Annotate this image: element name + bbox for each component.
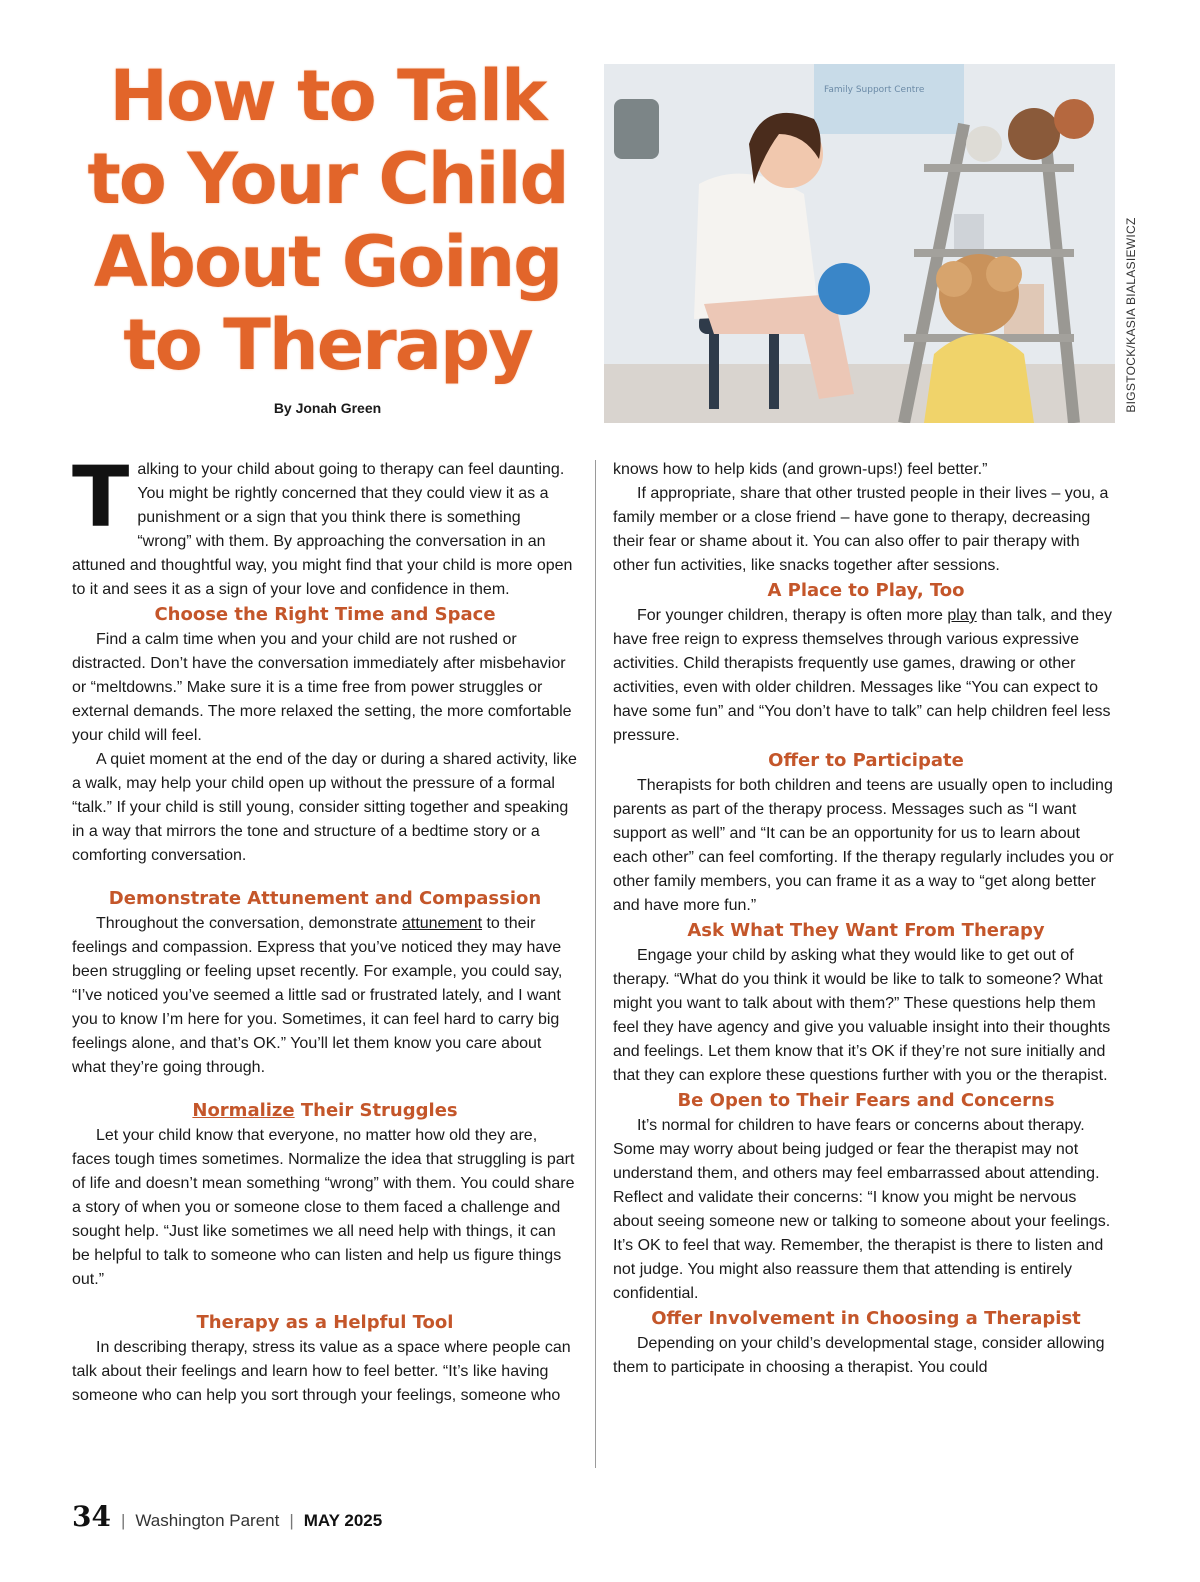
- publication-name: Washington Parent: [135, 1511, 280, 1530]
- window-shape: [814, 64, 964, 134]
- article-title: [60, 55, 595, 387]
- body-paragraph: Find a calm time when you and your child are not rushed or distracted. Don’t have the conversation immediately after misbehavior or “meltdowns.” Make sure it is a time free from power struggles or external demands. The more relaxed the setting, the more comfortable your child will feel.: [72, 631, 572, 744]
- section-heading: [72, 1098, 578, 1124]
- left-column: [72, 448, 578, 1408]
- body-paragraph: Depending on your child’s developmental stage, consider allowing them to participate in choosing a therapist. You could: [613, 1335, 1105, 1376]
- body-paragraph: In describing therapy, stress its value as a space where people can talk about their feelings and learn how to feel better. “It’s like having someone who can help you sort through your feelings, someone who: [72, 1339, 571, 1404]
- body-paragraph: Engage your child by asking what they would like to get out of therapy. “What do you think it would be like to talk to someone? What might you want to talk about with them?” These questions help them feel they have agency and give you valuable insight into their thoughts and feelings. Let them know that it’s OK if they’re not sure initially and that they can explore these questions further with you or the therapist.: [613, 947, 1111, 1084]
- title-line: About Going: [93, 221, 562, 303]
- attunement-link[interactable]: attunement: [401, 915, 483, 932]
- heading-text: Their Struggles: [294, 1100, 458, 1121]
- page-footer: [72, 1500, 383, 1533]
- section-heading: Be Open to Their Fears and Concerns: [677, 1090, 1055, 1111]
- text-run: to their feelings and compassion. Express that you’ve noticed they may have been struggling or feeling upset recently. For example, you could say, “I’ve noticed you’ve seemed a little sad or frustrated lately, and I want you to know I’m here for you. Sometimes, it can feel hard to carry big feelings alone, and that’s OK.” You’ll let them know you care about what they’re going through.: [72, 915, 563, 1076]
- text-run: than talk, and they have free reign to express themselves through various expressive activities. Child therapists frequently use games, drawing or other activities, even with older children. Messages like “You can expect to have some fun” and “You don’t have to talk” can help children feel less pressure.: [613, 607, 1112, 744]
- therapy-session-illustration: [604, 64, 1115, 423]
- right-column: [613, 458, 1119, 1380]
- title-line: to Your Child: [87, 138, 568, 220]
- body-paragraph: Therapists for both children and teens are usually open to including parents as part of the therapy process. Messages such as “I want support as well” and “It can be an opportunity for us to learn about each other” can feel comforting. If the therapy regularly includes you or other family members, you can frame it as a way to “get along better and have more fun.”: [613, 777, 1114, 914]
- normalize-link[interactable]: Normalize: [192, 1100, 295, 1121]
- section-heading: Ask What They Want From Therapy: [687, 920, 1045, 941]
- footer-separator: |: [289, 1511, 294, 1530]
- page-number: 34: [72, 1500, 111, 1533]
- section-heading: Offer Involvement in Choosing a Therapist: [651, 1308, 1081, 1329]
- section-heading: Demonstrate Attunement and Compassion: [108, 888, 542, 909]
- text-run: Throughout the conversation, demonstrate: [96, 915, 402, 932]
- drop-cap: T: [72, 448, 130, 546]
- section-heading: Offer to Participate: [768, 750, 964, 771]
- issue-date: MAY 2025: [303, 1511, 383, 1530]
- wall-sign-text: Family Support Centre: [824, 85, 925, 95]
- intro-text: alking to your child about going to therapy can feel daunting. You might be rightly concerned that they could view it as a punishment or a sign that you think there is something “wrong” with them. By approaching the conversation in an attuned and thoughtful way, you might find that your child is more open to it and sees it as a sign of your love and confidence in them.: [72, 461, 573, 598]
- body-paragraph: Let your child know that everyone, no matter how old they are, faces tough times sometimes. Normalize the idea that struggling is part of life and doesn’t mean something “wrong” with them. You could share a story of when you or someone close to them faced a challenge and sought help. “Just like sometimes we all need help with things, it can be helpful to talk to someone who can listen and help us figure things out.”: [72, 1127, 575, 1288]
- footer-separator: |: [120, 1511, 126, 1530]
- section-heading: Choose the Right Time and Space: [154, 604, 496, 625]
- title-line: How to Talk: [109, 55, 546, 137]
- intro-paragraph: [72, 448, 578, 602]
- photo-credit: BIGSTOCK/KASIA BIALASIEWICZ: [1124, 217, 1138, 413]
- section-heading: A Place to Play, Too: [767, 580, 965, 601]
- play-link[interactable]: play: [947, 607, 977, 624]
- byline: By Jonah Green: [273, 400, 382, 416]
- body-paragraph: knows how to help kids (and grown-ups!) feel better.”: [613, 461, 988, 478]
- section-heading: Therapy as a Helpful Tool: [196, 1312, 454, 1333]
- ball-shape: [818, 263, 870, 315]
- text-run: For younger children, therapy is often more: [637, 607, 948, 624]
- body-paragraph: [72, 912, 578, 1080]
- body-paragraph: [613, 604, 1119, 748]
- body-paragraph: If appropriate, share that other trusted people in their lives – you, a family member or a close friend – have gone to therapy, decreasing their fear or shame about it. You can also offer to pair therapy with other fun activities, like snacks together after sessions.: [613, 485, 1109, 574]
- column-divider: [595, 460, 596, 1468]
- body-paragraph: A quiet moment at the end of the day or during a shared activity, like a walk, may help your child open up without the pressure of a formal “talk.” If your child is still young, consider sitting together and speaking in a way that mirrors the tone and structure of a bedtime story or a comforting conversation.: [72, 751, 577, 864]
- title-line: to Therapy: [123, 304, 532, 386]
- article-photo: [604, 64, 1115, 423]
- body-paragraph: It’s normal for children to have fears or concerns about therapy. Some may worry about being judged or fear the therapist may not understand them, and others may feel embarrassed about attending. Reflect and validate their concerns: “I know you might be nervous about seeing someone new or talking to someone about your feelings. It’s OK to feel that way. Remember, the therapist is there to listen and not judge. You might also reassure them that attending is entirely confidential.: [613, 1117, 1111, 1302]
- toy-figure: [614, 99, 659, 159]
